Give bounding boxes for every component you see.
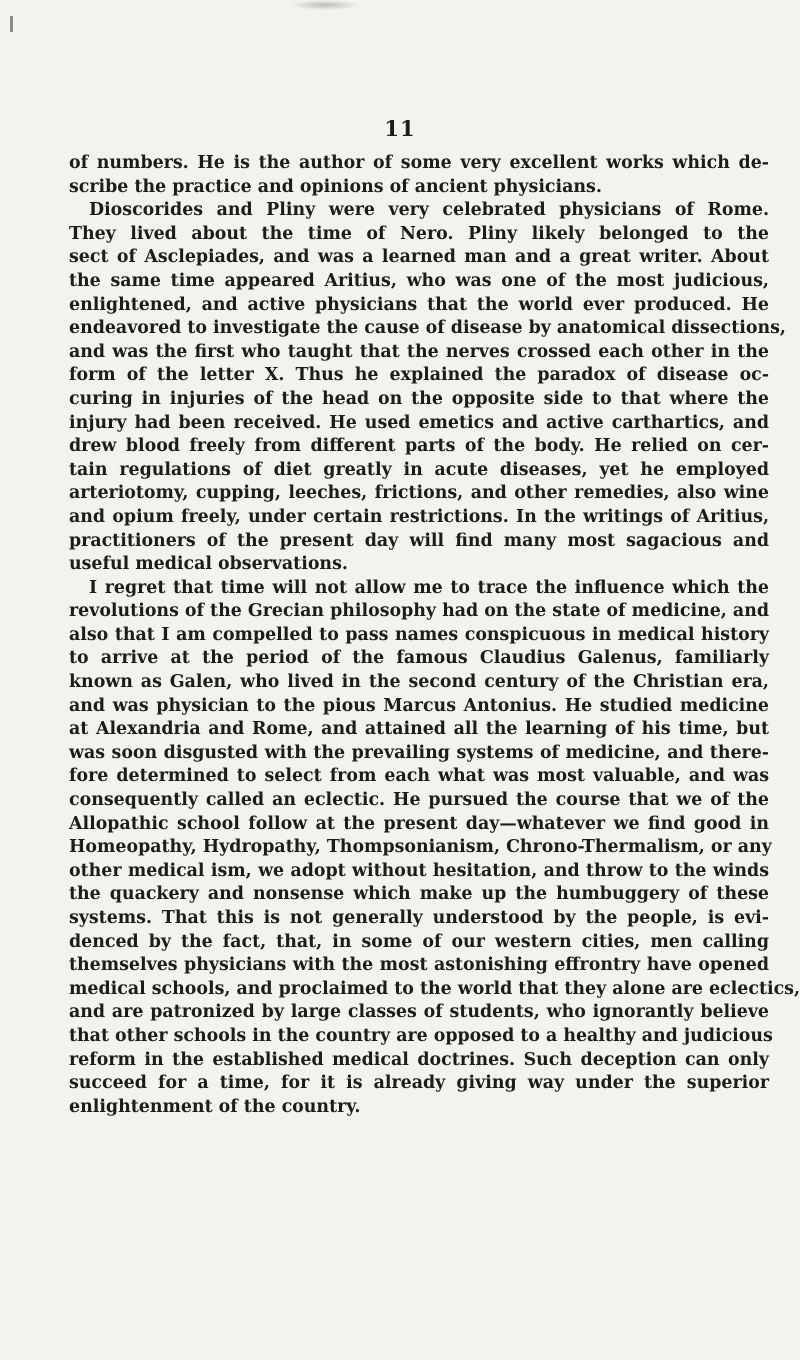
scan-corner-mark bbox=[10, 16, 13, 32]
text-line: They lived about the time of Nero. Pliny likely belonged to the bbox=[69, 223, 769, 244]
text-line: injury had been received. He used emetics and active carthartics, and bbox=[69, 412, 769, 433]
text-line: fore determined to select from each what was most valuable, and was bbox=[69, 766, 769, 787]
text-line: themselves physicians with the most astonishing effrontry have opened bbox=[69, 955, 769, 976]
text-line: endeavored to investigate the cause of disease by anatomical dissections, bbox=[69, 318, 786, 339]
text-line: was soon disgusted with the prevailing systems of medicine, and there- bbox=[69, 742, 769, 763]
text-line: sect of Asclepiades, and was a learned man and a great writer. About bbox=[69, 247, 769, 268]
text-line: Homeopathy, Hydropathy, Thompsonianism, Chrono-Thermalism, or any bbox=[69, 837, 772, 858]
text-line: reform in the established medical doctrines. Such deception can only bbox=[69, 1049, 769, 1070]
text-line: also that I am compelled to pass names conspicuous in medical history bbox=[69, 624, 769, 645]
text-line: and was the first who taught that the nerves crossed each other in the bbox=[69, 341, 769, 362]
paragraph bbox=[69, 152, 769, 199]
text-line: and opium freely, under certain restrictions. In the writings of Aritius, bbox=[69, 506, 769, 527]
text-line: tain regulations of diet greatly in acute diseases, yet he employed bbox=[69, 459, 769, 480]
paragraph bbox=[69, 199, 786, 577]
text-line: consequently called an eclectic. He pursued the course that we of the bbox=[69, 790, 769, 811]
text-line: Allopathic school follow at the present day—whatever we find good in bbox=[69, 813, 769, 834]
body-text bbox=[69, 152, 800, 1119]
text-line: enlightenment of the country. bbox=[69, 1096, 361, 1117]
text-line: I regret that time will not allow me to trace the influence which the bbox=[89, 577, 769, 598]
text-line: to arrive at the period of the famous Claudius Galenus, familiarly bbox=[69, 648, 769, 669]
text-line: form of the letter X. Thus he explained the paradox of disease oc- bbox=[69, 365, 769, 386]
text-line: practitioners of the present day will find many most sagacious and bbox=[69, 530, 769, 551]
text-line: revolutions of the Grecian philosophy had on the state of medicine, and bbox=[69, 601, 769, 622]
paragraph bbox=[69, 577, 800, 1120]
text-line: scribe the practice and opinions of ancient physicians. bbox=[69, 176, 602, 197]
text-line: other medical ism, we adopt without hesitation, and throw to the winds bbox=[69, 860, 769, 881]
text-line: at Alexandria and Rome, and attained all the learning of his time, but bbox=[69, 719, 769, 740]
text-line: that other schools in the country are opposed to a healthy and judicious bbox=[69, 1025, 773, 1046]
text-line: succeed for a time, for it is already giving way under the superior bbox=[69, 1073, 769, 1094]
text-line: Dioscorides and Pliny were very celebrated physicians of Rome. bbox=[89, 200, 769, 221]
text-line: and are patronized by large classes of students, who ignorantly believe bbox=[69, 1002, 769, 1023]
page-number: 11 bbox=[384, 116, 416, 141]
text-line: curing in injuries of the head on the opposite side to that where the bbox=[69, 388, 769, 409]
text-line: drew blood freely from different parts of the body. He relied on cer- bbox=[69, 436, 769, 457]
text-line: the same time appeared Aritius, who was one of the most judicious, bbox=[69, 270, 769, 291]
text-line: and was physician to the pious Marcus Antonius. He studied medicine bbox=[69, 695, 769, 716]
scan-artifact bbox=[290, 0, 360, 10]
text-line: systems. That this is not generally understood by the people, is evi- bbox=[69, 908, 769, 928]
text-line: known as Galen, who lived in the second century of the Christian era, bbox=[69, 672, 769, 693]
text-line: useful medical observations. bbox=[69, 554, 348, 575]
text-line: arteriotomy, cupping, leeches, frictions, and other remedies, also wine bbox=[69, 483, 769, 504]
text-line: enlightened, and active physicians that the world ever produced. He bbox=[69, 294, 769, 315]
text-line: the quackery and nonsense which make up the humbuggery of these bbox=[69, 884, 769, 905]
text-line: medical schools, and proclaimed to the world that they alone are eclectics, bbox=[69, 978, 800, 999]
text-line: denced by the fact, that, in some of our western cities, men calling bbox=[69, 931, 769, 952]
text-line: of numbers. He is the author of some very excellent works which de- bbox=[69, 153, 769, 173]
